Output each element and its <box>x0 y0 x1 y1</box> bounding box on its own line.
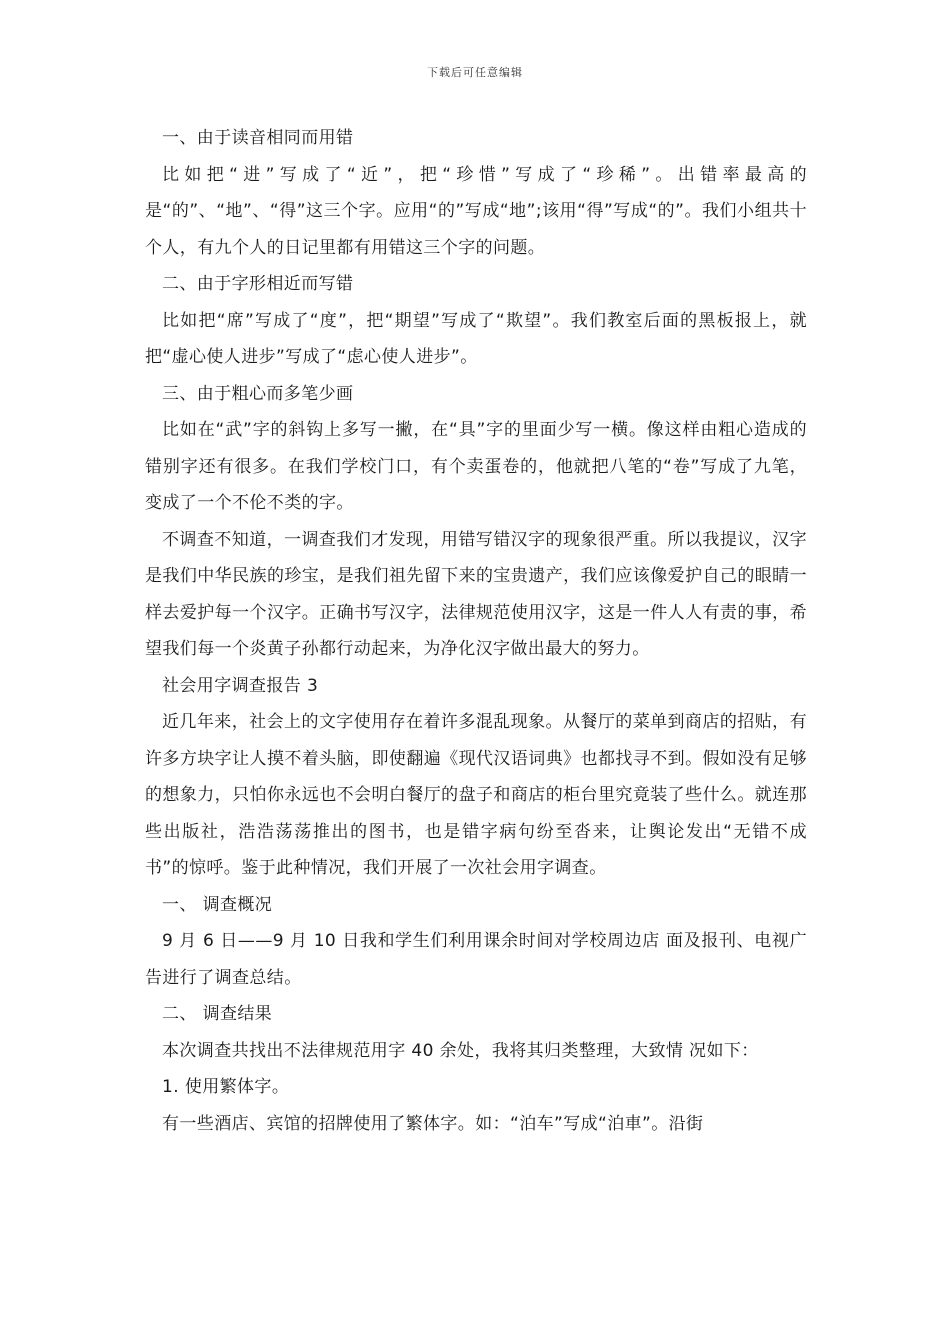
section-heading-results: 二、 调查结果 <box>162 1004 273 1024</box>
list-item-heading: 1. 使用繁体字。 <box>162 1077 290 1097</box>
paragraph: 不调查不知道，一调查我们才发现，用错写错汉字的现象很严重。所以我提议，汉字是我们中华民族的珍宝，是我们祖先留下来的宝贵遗产，我们应该像爱护自己的眼睛一样去爱护每一个汉字。正确书写汉字，法律规范使用汉字，这是一件人人有责的事，希望我们每一个炎黄子孙都行动起来，为净化汉字做出最大的努力。 <box>145 529 807 659</box>
report-title: 社会用字调查报告 3 <box>162 675 319 696</box>
section-heading-2: 二、由于字形相近而写错 <box>162 274 354 294</box>
section-heading-3: 三、由于粗心而多笔少画 <box>162 383 354 404</box>
section-heading-1: 一、由于读音相同而用错 <box>162 128 354 148</box>
paragraph: 9 月 6 日——9 月 10 日我和学生们利用课余时间对学校周边店 面及报刊、电视广告进行了调查总结。 <box>145 931 807 988</box>
paragraph: 近几年来，社会上的文字使用存在着许多混乱现象。从餐厅的菜单到商店的招贴，有许多方块字让人摸不着头脑，即使翻遍《现代汉语词典》也都找寻不到。假如没有足够的想象力，只怕你永远也不会明白餐厅的盘子和商店的柜台里究竟装了些什么。就连那些出版社，浩浩荡荡推出的图书，也是错字病句纷至沓来，让舆论发出“无错不成书”的惊呼。鉴于此种情况，我们开展了一次社会用字调查。 <box>145 712 807 878</box>
page-header-note: 下载后可任意编辑 <box>427 66 523 79</box>
paragraph: 比如把“席”写成了“度”，把“期望”写成了“欺望”。我们教室后面的黑板报上，就把“虚心使人进步”写成了“虑心使人进步”。 <box>145 310 807 367</box>
section-heading-overview: 一、 调查概况 <box>162 894 273 915</box>
paragraph: 有一些酒店、宾馆的招牌使用了繁体字。如：“泊车”写成“泊車”。沿街 <box>162 1113 704 1134</box>
document-body <box>145 120 807 1142</box>
paragraph: 本次调查共找出不法律规范用字 40 余处，我将其归类整理，大致情 况如下： <box>162 1040 759 1061</box>
paragraph: 比如把“进”写成了“近”，把“珍惜”写成了“珍稀”。出错率最高的是“的”、“地”、“得”这三个字。应用“的”写成“地”;该用“得”写成“的”。我们小组共十个人，有九个人的日记里都有用错这三个字的问题。 <box>145 164 807 258</box>
paragraph: 比如在“武”字的斜钩上多写一撇，在“具”字的里面少写一横。像这样由粗心造成的错别字还有很多。在我们学校门口，有个卖蛋卷的，他就把八笔的“卷”写成了九笔，变成了一个不伦不类的字。 <box>145 420 807 513</box>
